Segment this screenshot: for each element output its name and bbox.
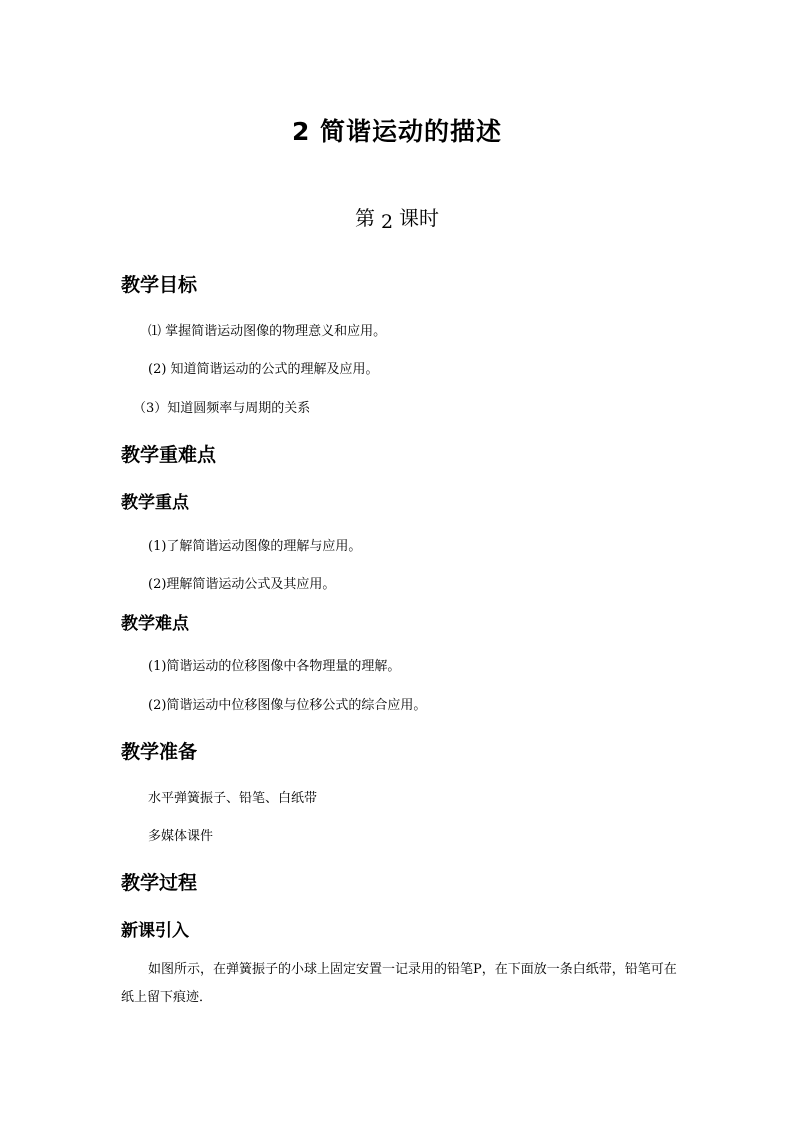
heading-objectives: 教学目标 — [121, 274, 198, 296]
lesson-prefix: 第 — [354, 206, 375, 230]
objective-item-1: ⑴ 掌握简谐运动图像的物理意义和应用。 — [148, 324, 387, 339]
heading-key-points: 教学重点 — [121, 493, 189, 513]
difficult-point-item-2: (2)简谐运动中位移图像与位移公式的综合应用。 — [148, 698, 427, 713]
key-point-item-1: (1)了解简谐运动图像的理解与应用。 — [148, 539, 362, 554]
intro-paragraph: 如图所示，在弹簧振子的小球上固定安置一记录用的铅笔P，在下面放一条白纸带，铅笔可在纸上留下痕迹． — [121, 962, 677, 1005]
objective-item-3: （3）知道圆频率与周期的关系 — [133, 401, 311, 416]
lesson-suffix: 课时 — [399, 206, 440, 230]
lesson-subtitle — [0, 202, 794, 231]
preparation-item-2: 多媒体课件 — [148, 829, 214, 844]
heading-intro: 新课引入 — [121, 921, 189, 941]
key-point-item-2: (2)理解简谐运动公式及其应用。 — [148, 577, 336, 592]
heading-key-difficult: 教学重难点 — [121, 444, 217, 466]
heading-difficult-points: 教学难点 — [121, 614, 189, 634]
lesson-number: 2 — [380, 211, 394, 233]
heading-process: 教学过程 — [121, 872, 198, 894]
preparation-item-1: 水平弹簧振子、铅笔、白纸带 — [148, 791, 318, 806]
heading-preparation: 教学准备 — [121, 741, 198, 763]
difficult-point-item-1: (1)简谐运动的位移图像中各物理量的理解。 — [148, 659, 401, 674]
page-title: 2 简谐运动的描述 — [291, 117, 503, 146]
objective-item-2: (2) 知道简谐运动的公式的理解及应用。 — [148, 362, 379, 377]
